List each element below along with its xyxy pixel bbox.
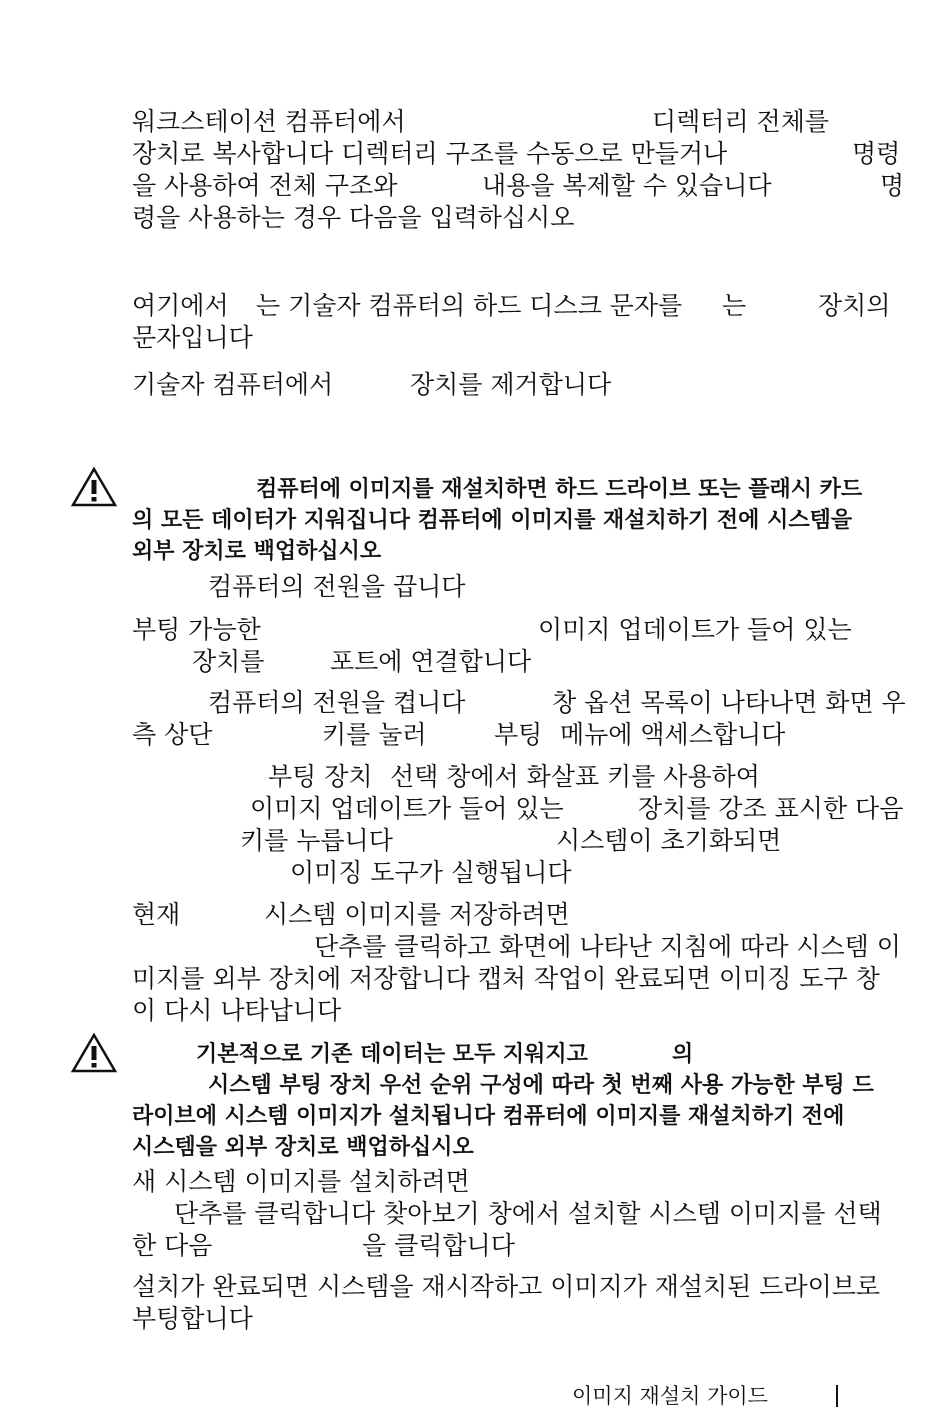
paragraph-line: 현재 [132, 900, 181, 929]
paragraph-line: 는 기술자 컴퓨터의 하드 디스크 문자를 [256, 291, 683, 320]
paragraph-line: 장치로 복사합니다 디렉터리 구조를 수동으로 만들거나 [132, 139, 728, 168]
paragraph-line: 내용을 복제할 수 있습니다 [482, 171, 772, 200]
paragraph-line: 기술자 컴퓨터에서 [132, 370, 334, 399]
paragraph-line: 키를 누릅니다 [240, 826, 393, 855]
paragraph-line: 을 클릭합니다 [362, 1231, 515, 1260]
paragraph-line: 령을 사용하는 경우 다음을 입력하십시오 [132, 203, 575, 232]
paragraph-line: 이미지 업데이트가 들어 있는 [250, 794, 564, 823]
paragraph-line: 창 옵션 목록이 나타나면 화면 우 [552, 688, 906, 717]
paragraph-line: 단추를 클릭하고 화면에 나타난 지침에 따라 시스템 이 [314, 932, 901, 961]
warning-icon [70, 466, 118, 508]
paragraph-line: 메뉴에 액세스합니다 [560, 720, 786, 749]
paragraph-line: 장치를 제거합니다 [410, 370, 612, 399]
paragraph-line: 장치를 [192, 647, 265, 676]
page-footer: 이미지 재설치 가이드 [572, 1384, 768, 1408]
warning-text-line: 기본적으로 기존 데이터는 모두 지워지고 [196, 1042, 588, 1067]
warning-text-line: 의 [672, 1042, 694, 1067]
warning-text-line: 외부 장치로 백업하십시오 [132, 539, 382, 564]
warning-text-line: 컴퓨터에 이미지를 재설치하면 하드 드라이브 또는 플래시 카드 [256, 477, 863, 502]
paragraph-line: 이 다시 나타납니다 [132, 996, 342, 1025]
paragraph-line: 컴퓨터의 전원을 끕니다 [208, 572, 466, 601]
paragraph-line: 이미지 업데이트가 들어 있는 [538, 615, 852, 644]
paragraph-line: 디렉터리 전체를 [652, 107, 829, 136]
paragraph-line: 컴퓨터의 전원을 켭니다 [208, 688, 466, 717]
paragraph-line: 설치가 완료되면 시스템을 재시작하고 이미지가 재설치된 드라이브로 [132, 1272, 881, 1301]
paragraph-line: 미지를 외부 장치에 저장합니다 캡처 작업이 완료되면 이미징 도구 창 [132, 964, 880, 993]
paragraph-line: 부팅 장치 [268, 762, 373, 791]
paragraph-line: 시스템이 초기화되면 [556, 826, 782, 855]
warning-text-line: 라이브에 시스템 이미지가 설치됩니다 컴퓨터에 이미지를 재설치하기 전에 [132, 1104, 845, 1129]
paragraph-line: 시스템 이미지를 저장하려면 [264, 900, 570, 929]
paragraph-line: 이미징 도구가 실행됩니다 [290, 858, 572, 887]
paragraph-line: 키를 눌러 [322, 720, 427, 749]
warning-text-line: 시스템을 외부 장치로 백업하십시오 [132, 1135, 474, 1160]
paragraph-line: 명령 [852, 139, 901, 168]
paragraph-line: 을 사용하여 전체 구조와 [132, 171, 398, 200]
paragraph-line: 새 시스템 이미지를 설치하려면 [132, 1167, 470, 1196]
paragraph-line: 선택 창에서 화살표 키를 사용하여 [390, 762, 760, 791]
paragraph-line: 포트에 연결합니다 [330, 647, 532, 676]
paragraph-line: 부팅합니다 [132, 1304, 253, 1333]
warning-text-line: 시스템 부팅 장치 우선 순위 구성에 따라 첫 번째 사용 가능한 부팅 드 [208, 1073, 874, 1098]
paragraph-line: 문자입니다 [132, 323, 253, 352]
footer-divider [836, 1385, 838, 1407]
paragraph-line: 장치의 [818, 291, 891, 320]
paragraph-line: 부팅 가능한 [132, 615, 261, 644]
paragraph-line: 단추를 클릭합니다 찾아보기 창에서 설치할 시스템 이미지를 선택 [174, 1199, 882, 1228]
paragraph-line: 명 [880, 171, 905, 200]
paragraph-line: 장치를 강조 표시한 다음 [638, 794, 904, 823]
paragraph-line: 여기에서 [132, 291, 229, 320]
paragraph-line: 워크스테이션 컴퓨터에서 [132, 107, 406, 136]
paragraph-line: 는 [722, 291, 747, 320]
paragraph-line: 측 상단 [132, 720, 213, 749]
paragraph-line: 한 다음 [132, 1231, 213, 1260]
warning-icon [70, 1032, 118, 1074]
warning-text-line: 의 모든 데이터가 지워집니다 컴퓨터에 이미지를 재설치하기 전에 시스템을 [132, 508, 853, 533]
paragraph-line: 부팅 [494, 720, 543, 749]
